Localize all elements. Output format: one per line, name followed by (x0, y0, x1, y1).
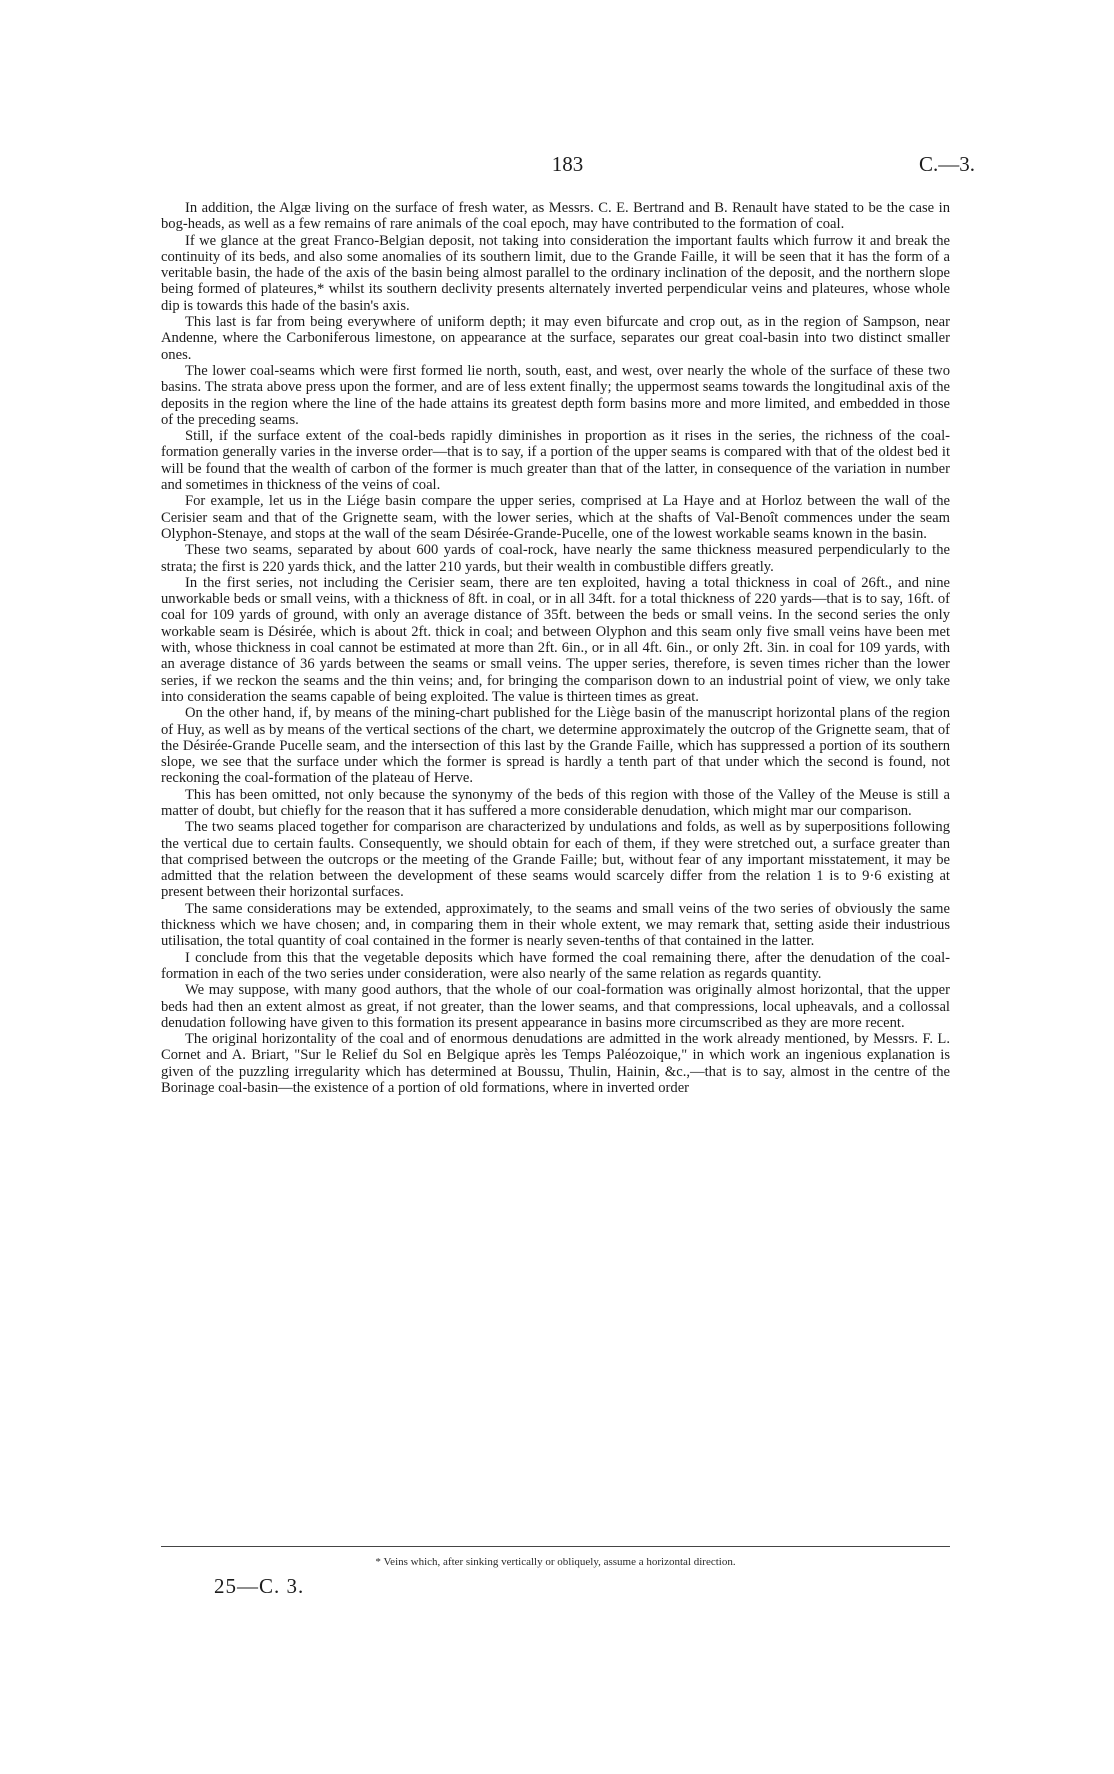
paragraph: These two seams, separated by about 600 yards of coal-rock, have nearly the same thickness measured perpendicularly to the strata; the first is 220 yards thick, and the latter 210 yards, but their wealth in combustible differs greatly. (161, 542, 950, 575)
signature-mark: 25—C. 3. (214, 1574, 305, 1598)
paragraph: The two seams placed together for comparison are characterized by undulations and folds, as well as by superpositions following the vertical due to certain faults. Consequently, we should obtain for each of them, if they were stretched out, a surface greater than that comprised between the outcrops or the meeting of the Grande Faille; but, without fear of any important misstatement, it may be admitted that the relation between the development of these seams would scarcely differ from the relation 1 is to 9·6 existing at present between their horizontal surfaces. (161, 819, 950, 901)
paragraph: On the other hand, if, by means of the mining-chart published for the Liège basin of the manuscript horizontal plans of the region of Huy, as well as by means of the vertical sections of the chart, we determine approximately the outcrop of the Grignette seam, that of the Désirée-Grande Pucelle seam, and the intersection of this last by the Grande Faille, which has suppressed a portion of its southern slope, we see that the surface under which the former is spread is hardly a tenth part of that under which the second is found, not reckoning the coal-formation of the plateau of Herve. (161, 705, 950, 787)
paper-reference: C.—3. (918, 152, 975, 176)
paragraph: I conclude from this that the vegetable deposits which have formed the coal remaining there, after the denudation of the coal-formation in each of the two series under consideration, were also nearly of the same relation as regards quantity. (161, 949, 950, 982)
paragraph: The original horizontality of the coal and of enormous denudations are admitted in the work already mentioned, by Messrs. F. L. Cornet and A. Briart, "Sur le Relief du Sol en Belgique après les Temps Paléozoique," in which work an ingenious explanation is given of the puzzling irregularity which has determined at Boussu, Thulin, Hainin, &c.,—that is to say, almost in the centre of the Borinage coal-basin—the existence of a portion of old formations, where in inverted order (161, 1031, 950, 1097)
body-text (161, 200, 950, 1096)
paragraph: In addition, the Algæ living on the surface of fresh water, as Messrs. C. E. Bertrand and B. Renault have stated to be the case in bog-heads, as well as a few remains of rare animals of the coal epoch, may have contributed to the formation of coal. (161, 200, 950, 233)
paragraph: This has been omitted, not only because the synonymy of the beds of this region with those of the Valley of the Meuse is still a matter of doubt, but chiefly for the reason that it has suffered a more considerable denudation, which might mar our comparison. (161, 786, 950, 819)
paragraph: The lower coal-seams which were first formed lie north, south, east, and west, over nearly the whole of the surface of these two basins. The strata above press upon the former, and are of less extent finally; the uppermost seams towards the longitudinal axis of the deposits in the region where the line of the hade attains its greatest depth form basins more and more limited, and embedded in those of the preceding seams. (161, 362, 950, 428)
paragraph: The same considerations may be extended, approximately, to the seams and small veins of the two series of obviously the same thickness which we have chosen; and, in comparing them in their whole extent, we may remark that, setting aside their industrious utilisation, the total quantity of coal contained in the former is nearly seven-tenths of that contained in the latter. (161, 900, 950, 950)
footnote-divider (161, 1546, 950, 1547)
paragraph: Still, if the surface extent of the coal-beds rapidly diminishes in proportion as it rises in the series, the richness of the coal-formation generally varies in the inverse order—that is to say, if a portion of the upper seams is compared with that of the oldest bed it will be found that the wealth of carbon of the former is much greater than that of the latter, in consequence of the variation in number and sometimes in thickness of the veins of coal. (161, 428, 950, 494)
paragraph: We may suppose, with many good authors, that the whole of our coal-formation was originally almost horizontal, that the upper beds had then an extent almost as great, if not greater, than the lower seams, and that compressions, local upheavals, and a collossal denudation following have given to this formation its present appearance in basins more circumscribed as they are more recent. (161, 982, 950, 1031)
paragraph: For example, let us in the Liége basin compare the upper series, comprised at La Haye and at Horloz between the wall of the Cerisier seam and that of the Grignette seam, with the lower series, which at the shafts of Val-Benoît commences under the seam Olyphon-Stenaye, and stops at the wall of the seam Désirée-Grande-Pucelle, one of the lowest workable seams known in the basin. (161, 493, 950, 542)
page-number: 183 (551, 152, 584, 176)
page-header (160, 152, 975, 182)
paragraph: If we glance at the great Franco-Belgian deposit, not taking into consideration the important faults which furrow it and break the continuity of its beds, and also some anomalies of its southern limit, due to the Grande Faille, it will be seen that it has the form of a veritable basin, the hade of the axis of the basin being almost parallel to the ordinary inclination of the deposit, and the northern slope being formed of plateures,* whilst its southern declivity presents alternately inverted perpendicular veins and plateures, whose whole dip is towards this hade of the basin's axis. (161, 232, 950, 314)
footnote: * Veins which, after sinking vertically or obliquely, assume a horizontal direction. (375, 1556, 736, 1568)
paragraph: This last is far from being everywhere of uniform depth; it may even bifurcate and crop out, as in the region of Sampson, near Andenne, where the Carboniferous limestone, on appearance at the surface, separates our great coal-basin into two distinct smaller ones. (161, 314, 950, 363)
paragraph: In the first series, not including the Cerisier seam, there are ten exploited, having a total thickness in coal of 26ft., and nine unworkable beds or small veins, with a thickness of 8ft. in coal, or in all 34ft. for a total thickness of 220 yards—that is to say, 16ft. of coal for 109 yards of ground, with only an average distance of 35ft. between the beds or small veins. In the second series the only workable seam is Désirée, which is about 2ft. thick in coal; and between Olyphon and this seam only five small veins have been met with, whose thickness in coal cannot be estimated at more than 2ft. 6in., or in all 4ft. 6in., or only 2ft. 3in. in coal for 109 yards, with an average distance of 36 yards between the seams or small veins. The upper series, therefore, is seven times richer than the lower series, if we reckon the seams and the thin veins; and, for bringing the comparison down to an industrial point of view, we only take into consideration the seams capable of being exploited. The value is thirteen times as great. (161, 574, 950, 705)
